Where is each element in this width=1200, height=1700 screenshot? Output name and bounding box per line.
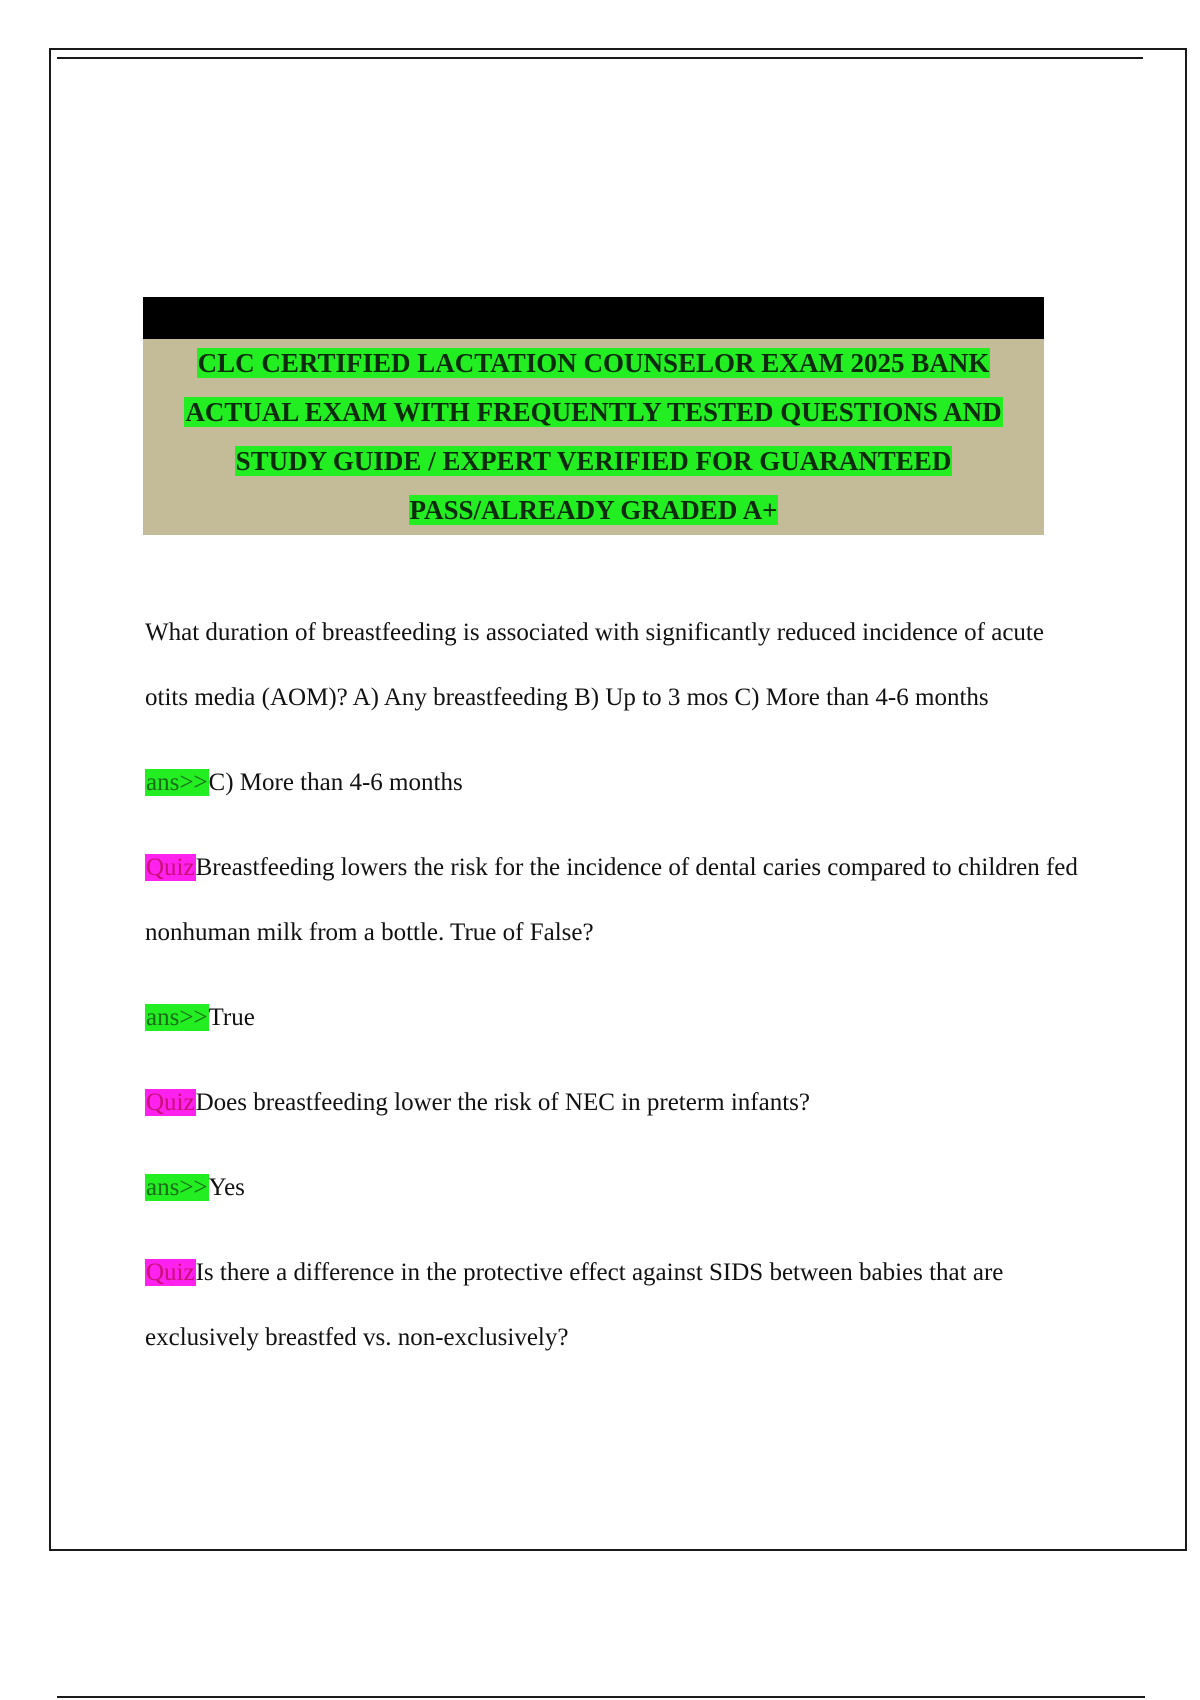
bottom-rule bbox=[57, 1696, 1145, 1698]
title-block bbox=[143, 297, 1044, 535]
question-paragraph bbox=[145, 1070, 1090, 1135]
question-text: Does breastfeeding lower the risk of NEC in preterm infants? bbox=[195, 1089, 811, 1116]
answer-text: C) More than 4-6 months bbox=[208, 769, 463, 796]
title-black-bar bbox=[143, 297, 1044, 339]
quiz-tag: Quiz bbox=[146, 1089, 195, 1116]
document-title bbox=[143, 339, 1044, 535]
ans-tag: ans>> bbox=[146, 1174, 208, 1201]
title-line: PASS/ALREADY GRADED A+ bbox=[409, 495, 778, 525]
quiz-tag: Quiz bbox=[146, 1259, 195, 1286]
ans-tag: ans>> bbox=[146, 769, 208, 796]
answer-paragraph bbox=[145, 1155, 1090, 1220]
title-line: CLC CERTIFIED LACTATION COUNSELOR EXAM 2025 BANK bbox=[197, 348, 990, 378]
qa-content bbox=[145, 600, 1090, 1390]
question-text: What duration of breastfeeding is associated with significantly reduced incidence of acute otits media (AOM)? A) Any breastfeeding B) Up to 3 mos C) More than 4-6 months bbox=[145, 619, 1044, 711]
top-rule bbox=[57, 57, 1143, 59]
title-line: STUDY GUIDE / EXPERT VERIFIED FOR GUARANTEED bbox=[235, 446, 952, 476]
answer-paragraph bbox=[145, 985, 1090, 1050]
question-paragraph bbox=[145, 1240, 1090, 1370]
question-paragraph bbox=[145, 835, 1090, 965]
question-text: Is there a difference in the protective effect against SIDS between babies that are exclusively breastfed vs. non-exclusively? bbox=[145, 1259, 1004, 1351]
quiz-tag: Quiz bbox=[146, 854, 195, 881]
ans-tag: ans>> bbox=[146, 1004, 208, 1031]
title-line: ACTUAL EXAM WITH FREQUENTLY TESTED QUESTIONS AND bbox=[185, 397, 1002, 427]
answer-text: Yes bbox=[208, 1174, 245, 1201]
question-paragraph bbox=[145, 600, 1090, 730]
answer-text: True bbox=[208, 1004, 255, 1031]
question-text: Breastfeeding lowers the risk for the incidence of dental caries compared to children fed nonhuman milk from a bottle. True of False? bbox=[145, 854, 1078, 946]
answer-paragraph bbox=[145, 750, 1090, 815]
